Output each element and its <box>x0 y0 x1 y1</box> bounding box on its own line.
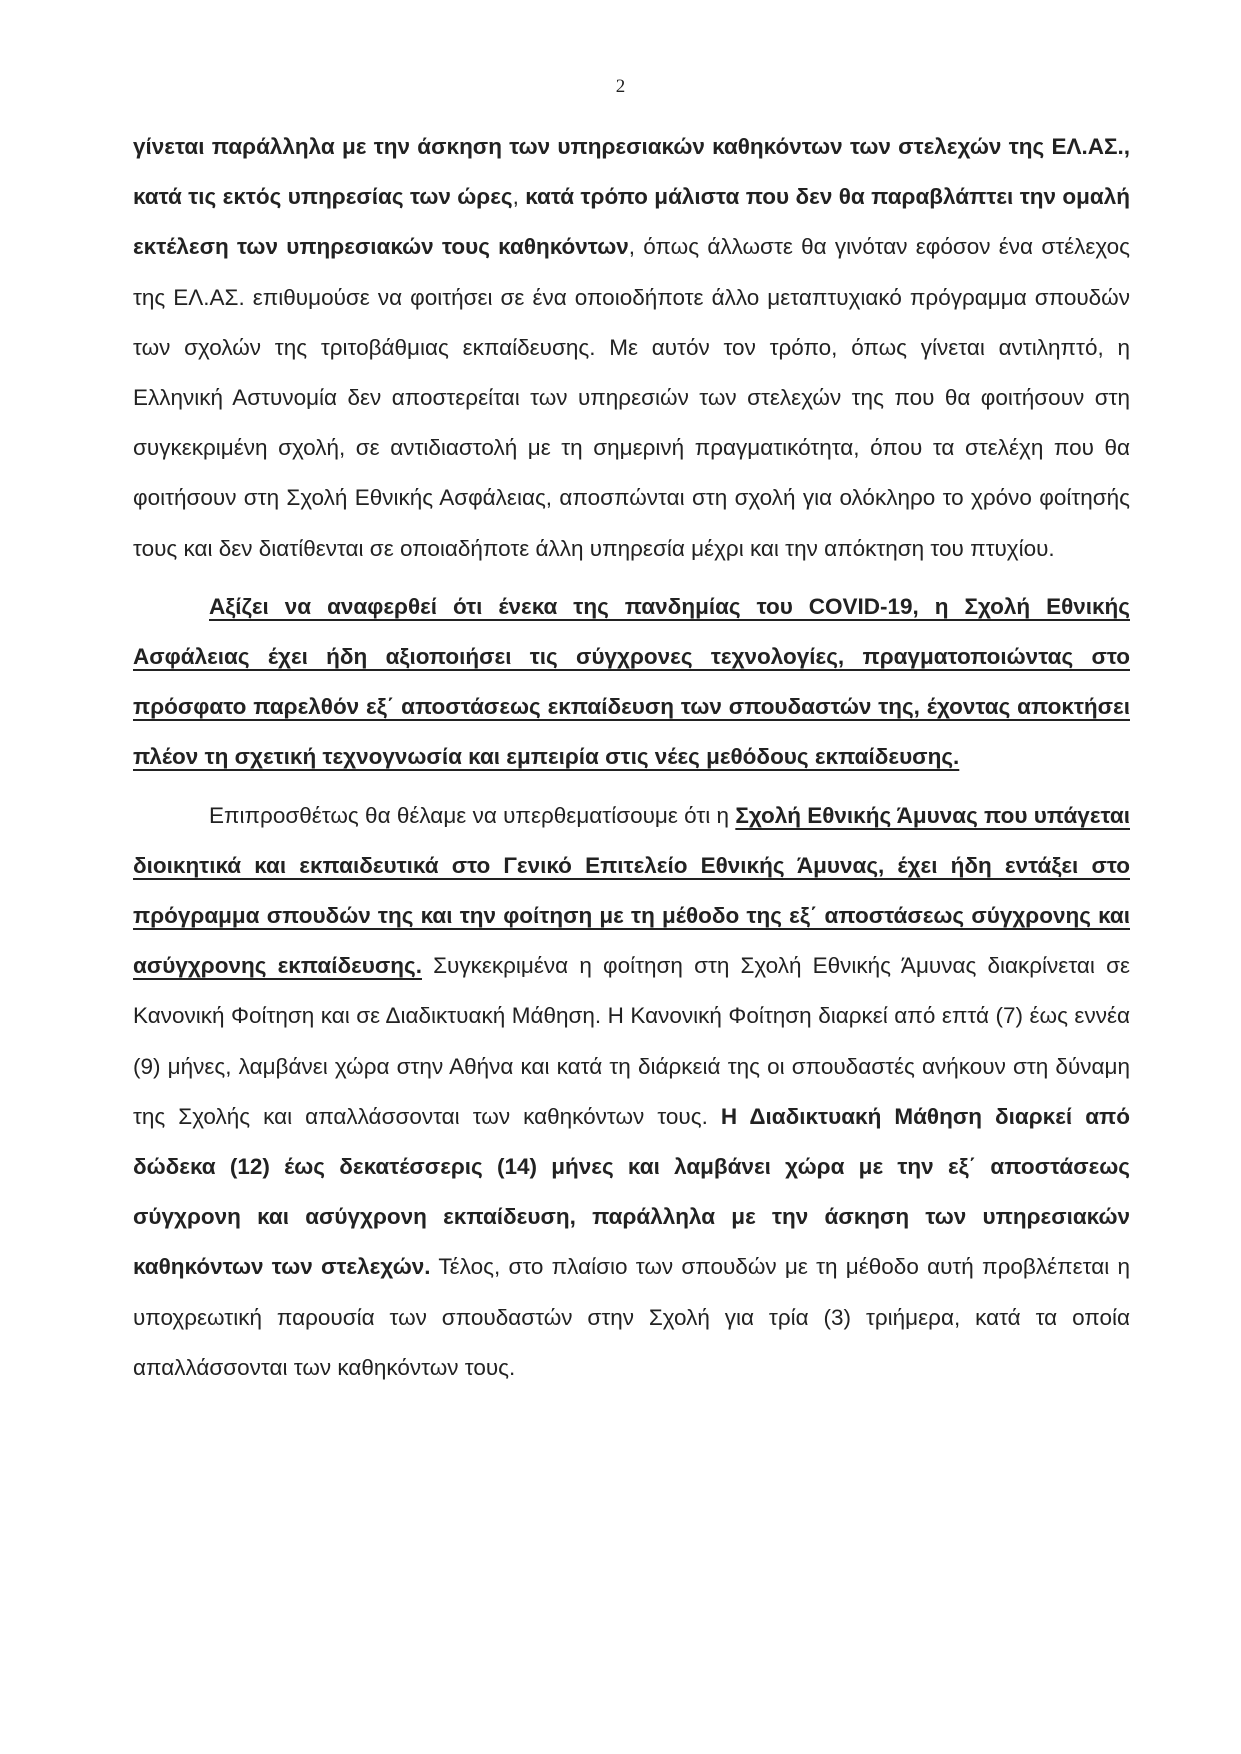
p3-text-2: Τέλος, στο πλαίσιο των σπουδών με τη μέθοδο αυτή προβλέπεται η υποχρεωτική παρουσία των σπουδαστών στην Σχολή για τρία (3) τριήμερα, κατά τα οποία απαλλάσσονται των καθηκόντων τους. <box>133 1254 1130 1380</box>
p3-bold-underlined-text: Σχολή Εθνικής Άμυνας που υπάγεται διοικητικά και εκπαιδευτικά στο Γενικό Επιτελείο Εθνικής Άμυνας, έχει ήδη εντάξει στο πρόγραμμα σπουδών της και την φοίτηση με τη μέθοδο της εξ΄ αποστάσεως σύγχρονης και ασύγχρονης εκπαίδευσης. <box>133 802 1130 979</box>
paragraph-3 <box>133 791 1130 1393</box>
p3-text-1: Συγκεκριμένα η φοίτηση στη Σχολή Εθνικής Άμυνας διακρίνεται σε Κανονική Φοίτηση και σε Διαδικτυακή Μάθηση. Η Κανονική Φοίτηση διαρκεί από επτά (7) έως εννέα (9) μήνες, λαμβάνει χώρα στην Αθήνα και κατά τη διάρκειά της οι σπουδαστές ανήκουν στη δύναμη της Σχολής και απαλλάσσονται των καθηκόντων τους. <box>133 953 1130 1129</box>
p1-comma: , <box>512 184 526 210</box>
paragraph-2 <box>133 582 1130 783</box>
p1-text: , όπως άλλωστε θα γινόταν εφόσον ένα στέλεχος της ΕΛ.ΑΣ. επιθυμούσε να φοιτήσει σε ένα οποιοδήποτε άλλο μεταπτυχιακό πρόγραμμα σπουδών των σχολών της τριτοβάθμιας εκπαίδευσης. Με αυτόν τον τρόπο, όπως γίνεται αντιληπτό, η Ελληνική Αστυνομία δεν αποστερείται των υπηρεσιών των στελεχών της που θα φοιτήσουν στη συγκεκριμένη σχολή, σε αντιδιαστολή με τη σημερινή πραγματικότητα, όπου τα στελέχη που θα φοιτήσουν στη Σχολή Εθνικής Ασφάλειας, αποσπώνται στη σχολή για ολόκληρο το χρόνο φοίτησής τους και δεν διατίθενται σε οποιαδήποτε άλλη υπηρεσία μέχρι και την απόκτηση του πτυχίου. <box>133 234 1130 561</box>
p3-intro: Επιπροσθέτως θα θέλαμε να υπερθεματίσουμε ότι η <box>209 802 736 828</box>
page-number: 2 <box>615 76 626 97</box>
p3-bold-text: Η Διαδικτυακή Μάθηση διαρκεί από δώδεκα (12) έως δεκατέσσερις (14) μήνες και λαμβάνει χώρα με την εξ΄ αποστάσεως σύγχρονη και ασύγχρονη εκπαίδευση, παράλληλα με την άσκηση των υπηρεσιακών καθηκόντων των στελεχών. <box>133 1103 1131 1280</box>
p1-bold-phrase-1: γίνεται παράλληλα με την άσκηση των υπηρεσιακών καθηκόντων των στελεχών της ΕΛ.ΑΣ., κατά τις εκτός υπηρεσίας των ώρες <box>133 134 1130 210</box>
p1-bold-phrase-2: κατά τρόπο μάλιστα που δεν θα παραβλάπτει την ομαλή εκτέλεση των υπηρεσιακών τους καθηκόντων <box>133 184 1130 260</box>
body-text <box>133 122 1130 1393</box>
paragraph-1 <box>133 122 1130 574</box>
p2-bold-underlined-text: Αξίζει να αναφερθεί ότι ένεκα της πανδημίας του COVID-19, η Σχολή Εθνικής Ασφάλειας έχει ήδη αξιοποιήσει τις σύγχρονες τεχνολογίες, πραγματοποιώντας στο πρόσφατο παρελθόν εξ΄ αποστάσεως εκπαίδευση των σπουδαστών της, έχοντας αποκτήσει πλέον τη σχετική τεχνογνωσία και εμπειρία στις νέες μεθόδους εκπαίδευσης. <box>133 593 1130 770</box>
